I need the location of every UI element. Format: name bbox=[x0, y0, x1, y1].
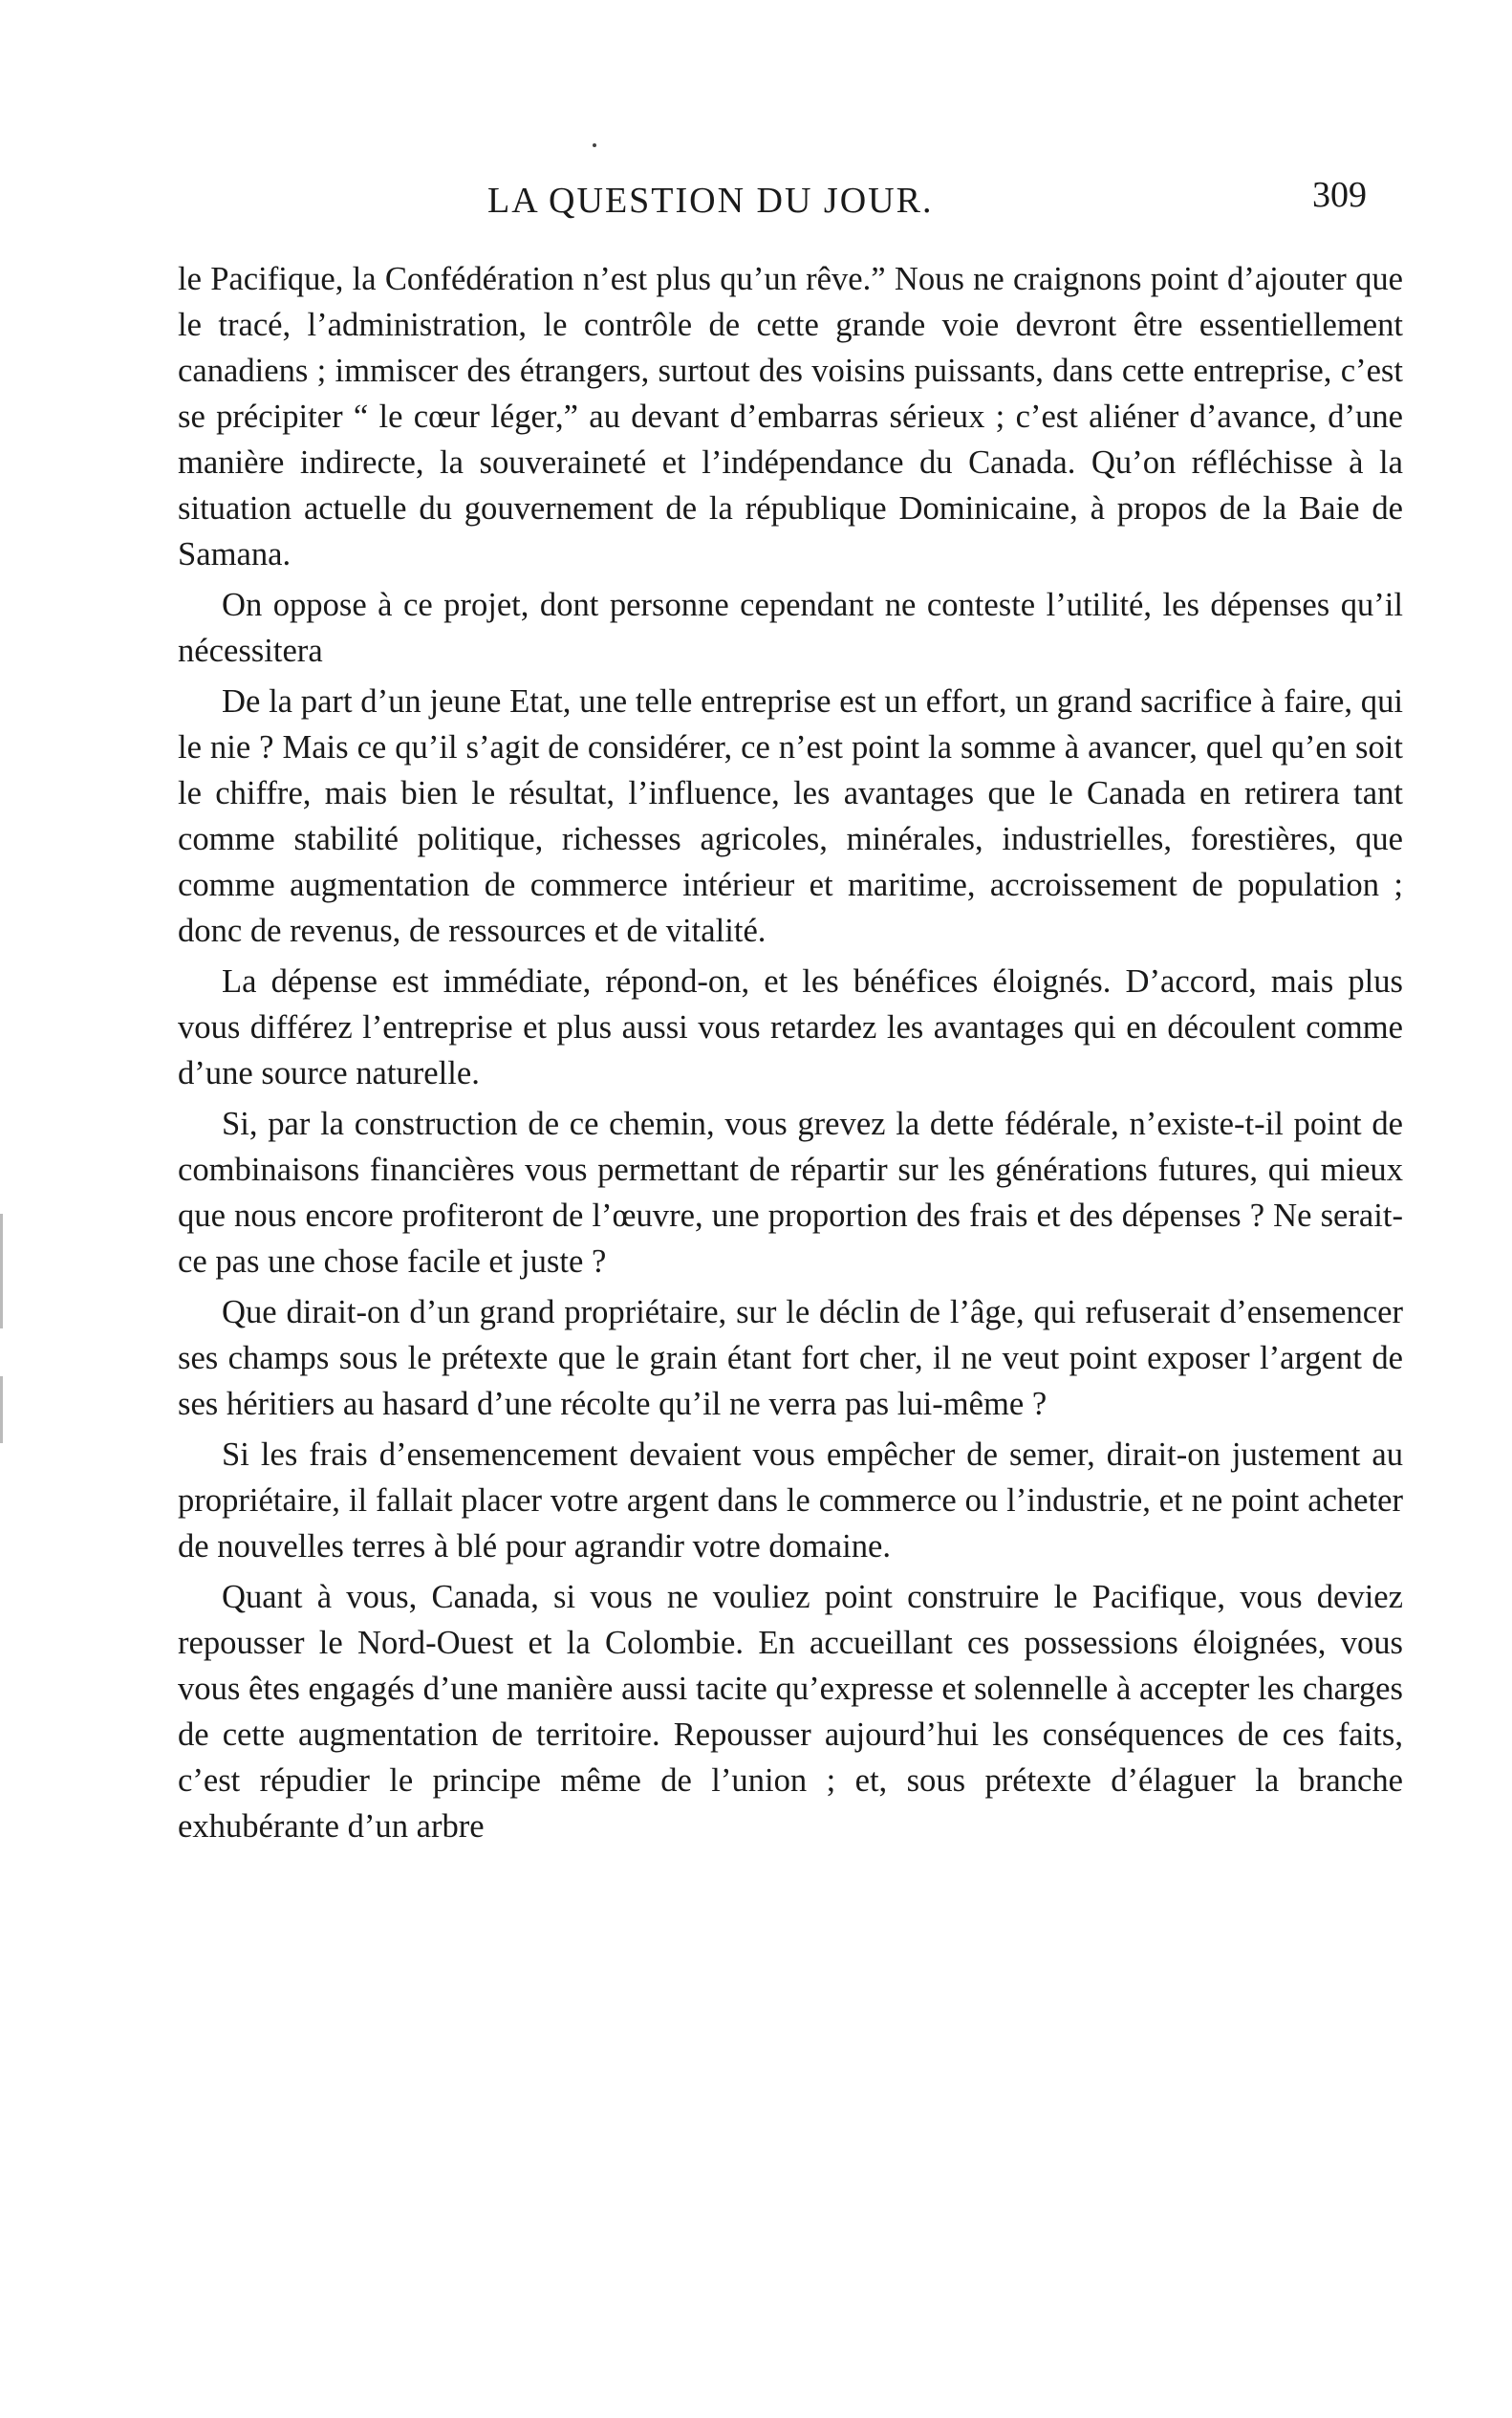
ink-speck bbox=[593, 143, 596, 147]
running-title: LA QUESTION DU JOUR. bbox=[487, 181, 934, 221]
page-edge-mark bbox=[0, 1376, 3, 1443]
paragraph-1: le Pacifique, la Confédération n’est plus qu’un rêve.” Nous ne craignons point d’ajouter que le tracé, l’administration, le contrôle de cette grande voie devront être essentiellement canadiens ; immiscer des étrangers, surtout des voisins puissants, dans cette entreprise, c’est se précipiter “ le cœur léger,” au devant d’embarras sérieux ; c’est aliéner d’avance, d’une manière indirecte, la souveraineté et l’indépendance du Canada. Qu’on réfléchisse à la situation actuelle du gouvernement de la république Dominicaine, à propos de la Baie de Samana. bbox=[178, 261, 1403, 572]
page-header bbox=[182, 175, 1395, 237]
paragraph-3: De la part d’un jeune Etat, une telle entreprise est un effort, un grand sacrifice à faire, qui le nie ? Mais ce qu’il s’agit de considérer, ce n’est point la somme à avancer, quel qu’en soit le chiffre, mais bien le résultat, l’influence, les avantages que le Canada en retirera tant comme stabilité politique, richesses agricoles, minérales, industrielles, forestières, que comme augmentation de commerce intérieur et maritime, accroissement de population ; donc de revenus, de ressources et de vitalité. bbox=[178, 683, 1403, 949]
paragraph-8: Quant à vous, Canada, si vous ne vouliez point construire le Pacifique, vous deviez repousser le Nord-Ouest et la Colombie. En accueillant ces possessions éloignées, vous vous êtes engagés d’une manière aussi tacite qu’expresse et solennelle à accepter les charges de cette augmentation de territoire. Repousser aujourd’hui les conséquences de ces faits, c’est répudier le principe même de l’union ; et, sous prétexte d’élaguer la branche exhubérante d’un arbre bbox=[178, 1579, 1403, 1845]
paragraph-4: La dépense est immédiate, répond-on, et les bénéfices éloignés. D’accord, mais plus vous différez l’entreprise et plus aussi vous retardez les avantages qui en découlent comme d’une source naturelle. bbox=[178, 963, 1403, 1091]
paragraph-2: On oppose à ce projet, dont personne cependant ne conteste l’utilité, les dépenses qu’il nécessitera bbox=[178, 587, 1403, 669]
page-number: 309 bbox=[1312, 175, 1367, 215]
paragraph-7: Si les frais d’ensemencement devaient vous empêcher de semer, dirait-on justement au propriétaire, il fallait placer votre argent dans le commerce ou l’industrie, et ne point acheter de nouvelles terres à blé pour agrandir votre domaine. bbox=[178, 1436, 1403, 1565]
paragraph-5: Si, par la construction de ce chemin, vous grevez la dette fédérale, n’existe-t-il point de combinaisons financières vous permettant de répartir sur les générations futures, qui mieux que nous encore profiteront de l’œuvre, une proportion des frais et des dépenses ? Ne serait-ce pas une chose facile et juste ? bbox=[178, 1106, 1403, 1280]
paragraph-6: Que dirait-on d’un grand propriétaire, sur le déclin de l’âge, qui refuserait d’ensemencer ses champs sous le prétexte que le grain étant fort cher, il ne veut point exposer l’argent de ses héritiers au hasard d’une récolte qu’il ne verra pas lui-même ? bbox=[178, 1294, 1403, 1422]
page-edge-mark bbox=[0, 1214, 3, 1328]
body-text bbox=[178, 256, 1403, 1849]
